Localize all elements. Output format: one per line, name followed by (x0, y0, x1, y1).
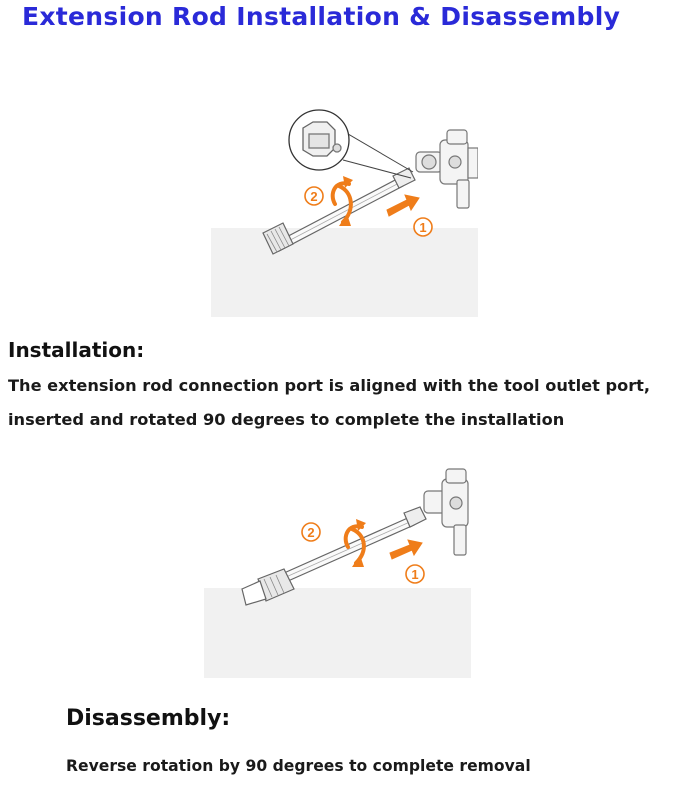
step-2-label: 2 (310, 189, 318, 204)
step-2-label: 2 (307, 525, 315, 540)
page-title: Extension Rod Installation & Disassembly (22, 2, 621, 31)
disassembly-text: Reverse rotation by 90 degrees to complete removal (66, 757, 531, 775)
installation-text-line-2: inserted and rotated 90 degrees to complete the installation (8, 410, 565, 429)
installation-heading: Installation: (8, 338, 145, 362)
pressure-washer-tool (424, 469, 468, 555)
push-arrow-icon (390, 540, 422, 559)
step-1-label: 1 (419, 220, 427, 235)
installation-illustration (211, 100, 478, 317)
disassembly-heading: Disassembly: (66, 706, 231, 731)
disassembly-diagram (204, 461, 471, 678)
magnifier-callout (289, 110, 413, 178)
installation-diagram (211, 100, 478, 317)
disassembly-illustration (204, 461, 471, 678)
pressure-washer-tool (416, 130, 478, 208)
push-arrow-icon (387, 195, 419, 216)
step-1-label: 1 (411, 567, 419, 582)
installation-text-line-1: The extension rod connection port is aligned with the tool outlet port, (8, 376, 651, 395)
